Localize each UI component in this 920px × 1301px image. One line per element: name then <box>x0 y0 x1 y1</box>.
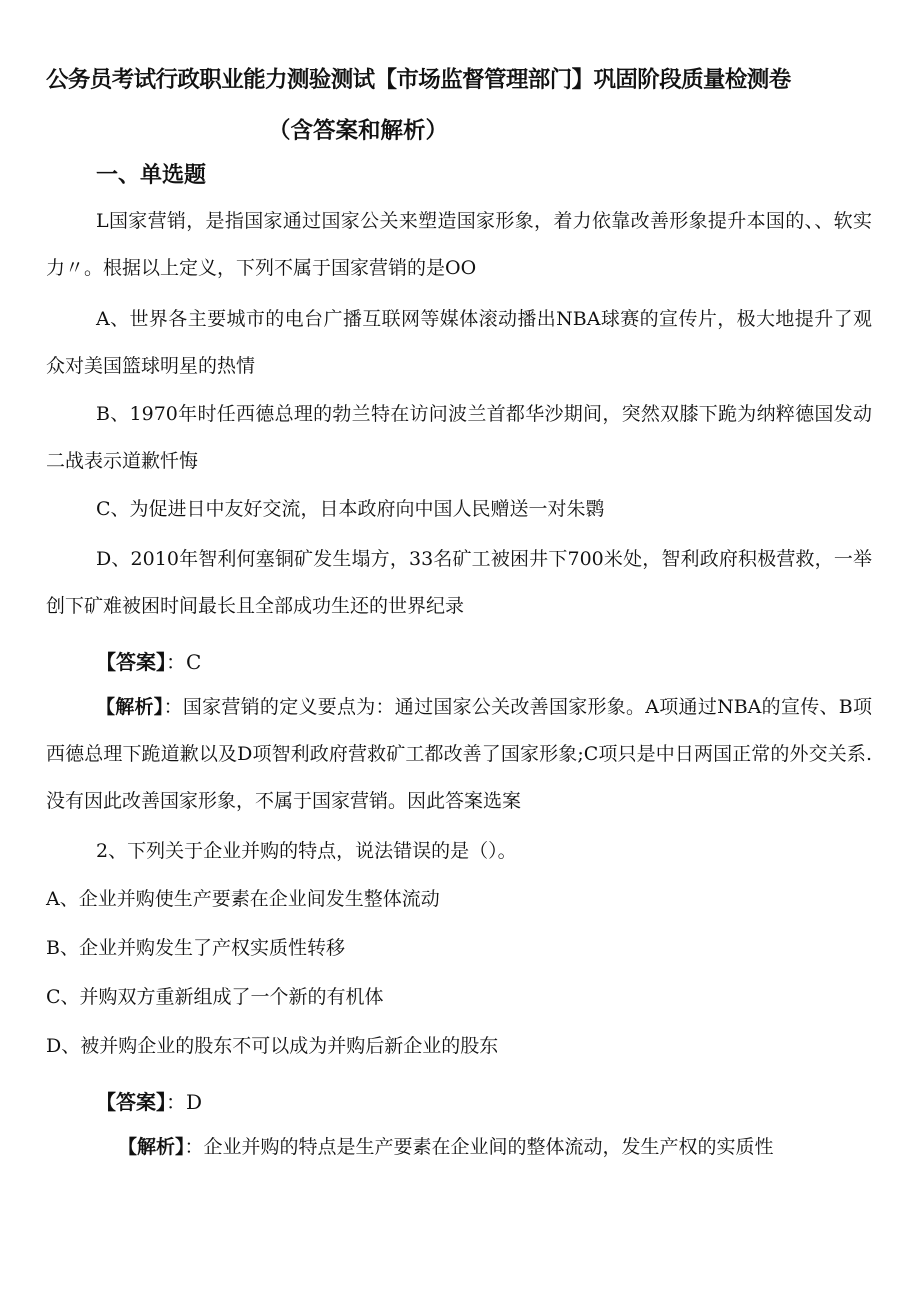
analysis-label: 【解析】 <box>96 696 164 718</box>
answer-value: ：D <box>166 1090 203 1114</box>
analysis-text: ：国家营销的定义要点为：通过国家公关改善国家形象。A项通过NBA的宣传、B项西德总理下跪道歉以及D项智利政府营救矿工都改善了国家形象;C项只是中日两国正常的外交关系.没有因此改善国家形象，不属于国家营销。因此答案选案 <box>46 696 872 812</box>
q1-option-c: C、为促进日中友好交流，日本政府向中国人民赠送一对朱鹮 <box>96 498 605 520</box>
analysis-label: 【解析】 <box>118 1136 185 1158</box>
q2-answer <box>96 1086 202 1115</box>
document-title: 公务员考试行政职业能力测验测试【市场监督管理部门】巩固阶段质量检测卷 <box>46 67 791 93</box>
q2-option-a: A、企业并购使生产要素在企业间发生整体流动 <box>46 888 440 910</box>
answer-label: 【答案】 <box>96 650 166 674</box>
q2-stem: 2、下列关于企业并购的特点，说法错误的是（）。 <box>96 840 517 862</box>
q1-option-a: A、世界各主要城市的电台广播互联网等媒体滚动播出NBA球赛的宣传片，极大地提升了观众对美国篮球明星的热情 <box>46 308 872 377</box>
q2-option-c: C、并购双方重新组成了一个新的有机体 <box>46 986 384 1008</box>
q1-stem: L国家营销，是指国家通过国家公关来塑造国家形象，着力依靠改善形象提升本国的、、软实力〃。根据以上定义，下列不属于国家营销的是OO <box>46 210 872 279</box>
q1-option-d: D、2010年智利何塞铜矿发生塌方，33名矿工被困井下700米处，智利政府积极营救，一举创下矿难被困时间最长且全部成功生还的世界纪录 <box>46 548 872 617</box>
document-subtitle: （含答案和解析） <box>268 118 449 144</box>
analysis-text: ：企业并购的特点是生产要素在企业间的整体流动，发生产权的实质性 <box>184 1136 774 1158</box>
q1-option-b: B、1970年时任西德总理的勃兰特在访问波兰首都华沙期间，突然双膝下跪为纳粹德国发动二战表示道歉忏悔 <box>46 403 872 472</box>
q1-answer <box>96 646 201 675</box>
q2-option-d: D、被并购企业的股东不可以成为并购后新企业的股东 <box>46 1035 499 1057</box>
q2-option-b: B、企业并购发生了产权实质性转移 <box>46 937 345 959</box>
section-heading: 一、单选题 <box>96 163 207 188</box>
q1-analysis <box>46 684 872 825</box>
answer-label: 【答案】 <box>96 1090 166 1114</box>
answer-value: ：C <box>166 650 202 674</box>
q2-analysis <box>118 1124 872 1171</box>
